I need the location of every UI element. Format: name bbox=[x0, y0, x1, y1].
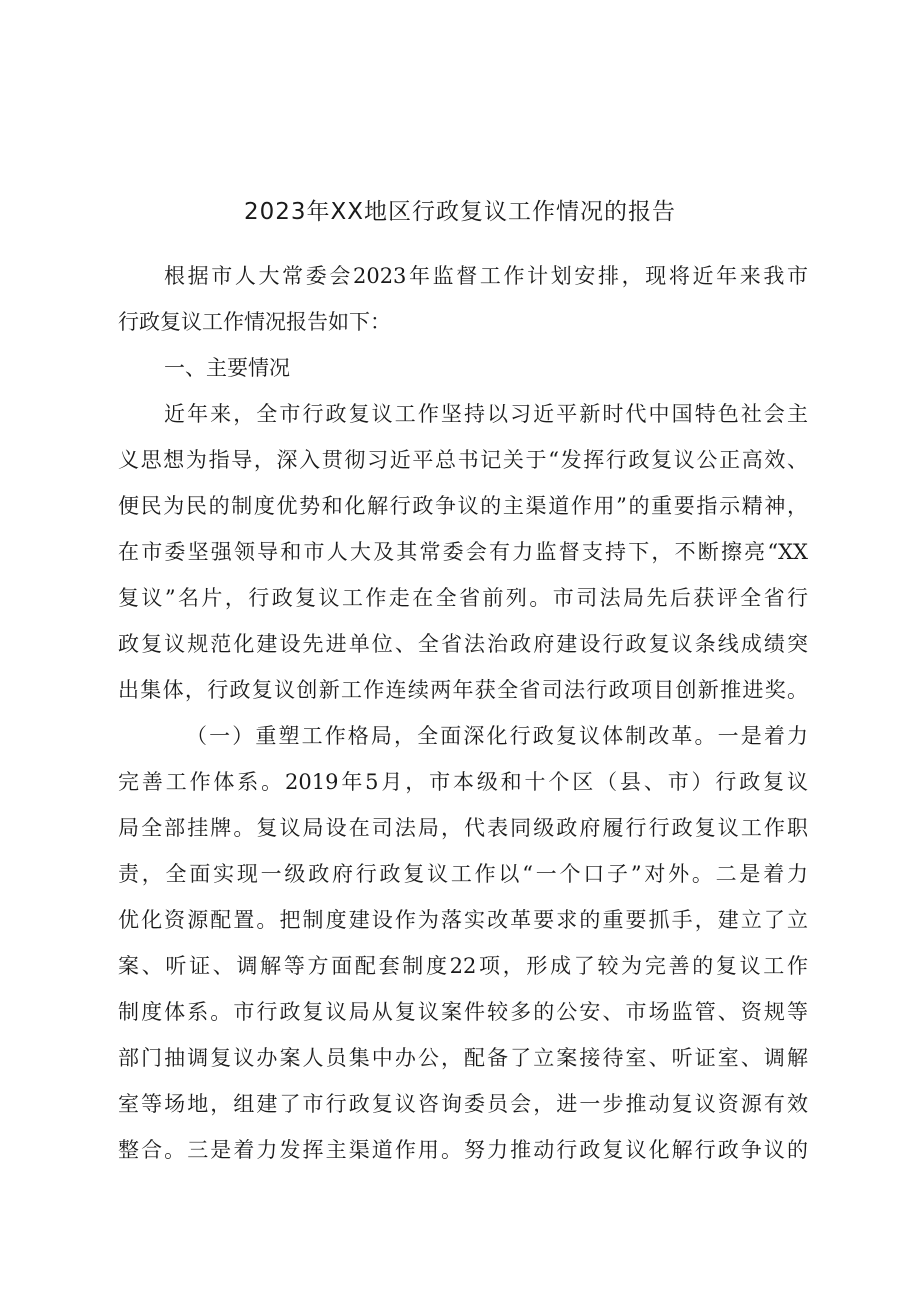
paragraph-line: 政复议规范化建设先进单位、全省法治政府建设行政复议条线成绩突 bbox=[118, 632, 808, 656]
paragraph-line: 制度体系。市行政复议局从复议案件较多的公安、市场监管、资规等 bbox=[118, 1000, 808, 1024]
section-heading: 一、主要情况 bbox=[164, 356, 290, 380]
paragraph-line: 整合。三是着力发挥主渠道作用。努力推动行政复议化解行政争议的 bbox=[118, 1138, 808, 1162]
paragraph-line: 优化资源配置。把制度建设作为落实改革要求的重要抓手，建立了立 bbox=[118, 908, 808, 932]
paragraph-line: 完善工作体系。2019年5月，市本级和十个区（县、市）行政复议 bbox=[118, 770, 808, 794]
paragraph-line: 近年来，全市行政复议工作坚持以习近平新时代中国特色社会主 bbox=[164, 402, 808, 426]
paragraph-line: 出集体，行政复议创新工作连续两年获全省司法行政项目创新推进奖。 bbox=[118, 678, 808, 702]
paragraph-line: （一）重塑工作格局，全面深化行政复议体制改革。一是着力 bbox=[186, 724, 808, 748]
document-title: 2023年XX地区行政复议工作情况的报告 bbox=[243, 199, 677, 225]
paragraph-line: 责，全面实现一级政府行政复议工作以“一个口子”对外。二是着力 bbox=[118, 862, 808, 886]
paragraph-line: 便民为民的制度优势和化解行政争议的主渠道作用”的重要指示精神， bbox=[118, 494, 808, 518]
paragraph-line: 复议”名片，行政复议工作走在全省前列。市司法局先后获评全省行 bbox=[118, 586, 808, 610]
paragraph-line: 根据市人大常委会2023年监督工作计划安排，现将近年来我市 bbox=[164, 264, 808, 288]
paragraph-line: 部门抽调复议办案人员集中办公，配备了立案接待室、听证室、调解 bbox=[118, 1046, 808, 1070]
paragraph-line: 局全部挂牌。复议局设在司法局，代表同级政府履行行政复议工作职 bbox=[118, 816, 808, 840]
paragraph-line: 义思想为指导，深入贯彻习近平总书记关于“发挥行政复议公正高效、 bbox=[118, 448, 808, 472]
paragraph-line: 案、听证、调解等方面配套制度22项，形成了较为完善的复议工作 bbox=[118, 954, 808, 978]
paragraph-line: 在市委坚强领导和市人大及其常委会有力监督支持下，不断擦亮“XX bbox=[118, 540, 808, 564]
paragraph-line: 行政复议工作情况报告如下： bbox=[118, 310, 391, 334]
paragraph-line: 室等场地，组建了市行政复议咨询委员会，进一步推动复议资源有效 bbox=[118, 1092, 808, 1116]
